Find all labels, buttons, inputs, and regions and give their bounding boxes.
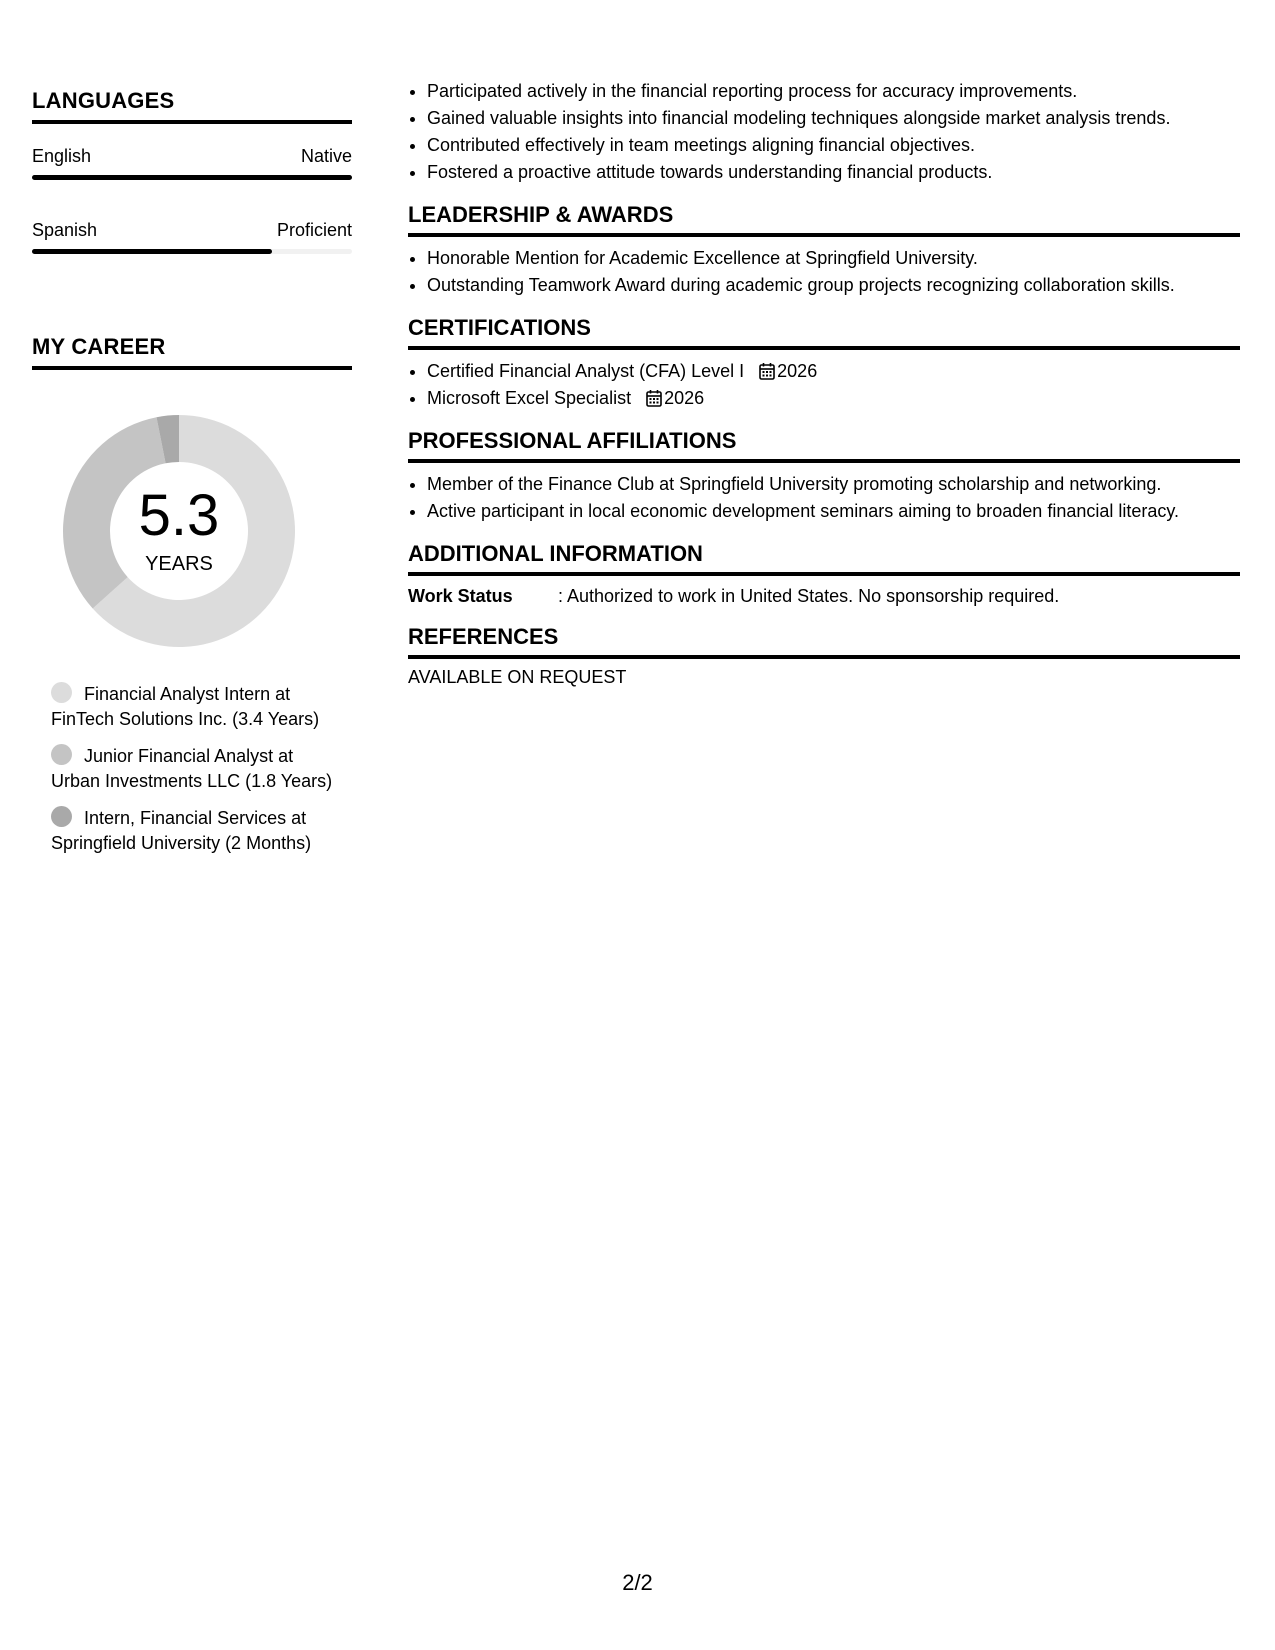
certifications-heading: CERTIFICATIONS — [408, 315, 1240, 350]
bullet-item: • Outstanding Teamwork Award during academic group projects recognizing collaboration skills. — [427, 272, 1240, 299]
career-donut-chart — [54, 406, 304, 656]
language-bar-fill — [32, 249, 272, 254]
certification-item — [427, 358, 1240, 385]
calendar-icon — [646, 389, 662, 407]
bullet-item: • Participated actively in the financial reporting process for accuracy improvements. — [427, 78, 1240, 105]
language-english — [32, 146, 352, 180]
work-status-label: Work Status — [408, 586, 513, 606]
bullet-item: • Contributed effectively in team meetings aligning financial objectives. — [427, 132, 1240, 159]
right-column — [408, 78, 1240, 688]
languages-heading: LANGUAGES — [32, 88, 352, 124]
language-name: English — [32, 146, 92, 166]
work-status-value: : Authorized to work in United States. No sponsorship required. — [558, 586, 1060, 606]
career-total-value: 5.3 — [138, 482, 220, 548]
certifications-list — [408, 358, 1240, 412]
career-role-label: Intern, Financial Services at Springfield University (2 Months) — [51, 808, 312, 853]
career-legend-item — [51, 806, 336, 856]
work-status-row — [408, 584, 1240, 608]
calendar-icon — [759, 362, 775, 380]
bullet-item: • Honorable Mention for Academic Excellence at Springfield University. — [427, 245, 1240, 272]
certification-item — [427, 385, 1240, 412]
career-role-label: Financial Analyst Intern at FinTech Solutions Inc. (3.4 Years) — [51, 684, 320, 729]
bullet-item: • Active participant in local economic development seminars aiming to broaden financial literacy. — [427, 498, 1240, 525]
career-legend-item — [51, 744, 336, 794]
additional-info-heading: ADDITIONAL INFORMATION — [408, 541, 1240, 576]
career-role-label: Junior Financial Analyst at Urban Investments LLC (1.8 Years) — [51, 746, 333, 791]
career-legend — [51, 682, 336, 856]
language-bar-fill — [32, 175, 352, 180]
affiliations-list — [408, 471, 1240, 525]
references-heading: REFERENCES — [408, 624, 1240, 659]
references-text: AVAILABLE ON REQUEST — [408, 667, 627, 687]
certification-name: Certified Financial Analyst (CFA) Level I — [427, 361, 745, 381]
legend-dot — [51, 744, 72, 765]
language-level: Proficient — [276, 220, 352, 240]
leadership-heading: LEADERSHIP & AWARDS — [408, 202, 1240, 237]
donut-center — [54, 406, 304, 656]
certification-year: 2026 — [664, 388, 705, 408]
certification-name: Microsoft Excel Specialist — [427, 388, 632, 408]
language-level: Native — [300, 146, 352, 166]
language-spanish — [32, 220, 352, 254]
affiliations-heading: PROFESSIONAL AFFILIATIONS — [408, 428, 1240, 463]
language-bar — [32, 175, 352, 180]
bullet-item: • Fostered a proactive attitude towards understanding financial products. — [427, 159, 1240, 186]
career-total-unit: YEARS — [145, 552, 213, 575]
career-heading: MY CAREER — [32, 334, 352, 370]
leadership-list — [408, 245, 1240, 299]
legend-dot — [51, 806, 72, 827]
career-legend-item — [51, 682, 336, 732]
language-name: Spanish — [32, 220, 98, 240]
left-column — [32, 88, 352, 868]
bullet-item: • Gained valuable insights into financial modeling techniques alongside market analysis trends. — [427, 105, 1240, 132]
experience-bullets — [408, 78, 1240, 186]
legend-dot — [51, 682, 72, 703]
page-number: 2/2 — [622, 1570, 653, 1595]
certification-year: 2026 — [777, 361, 818, 381]
language-bar — [32, 249, 352, 254]
bullet-item: • Member of the Finance Club at Springfield University promoting scholarship and networking. — [427, 471, 1240, 498]
